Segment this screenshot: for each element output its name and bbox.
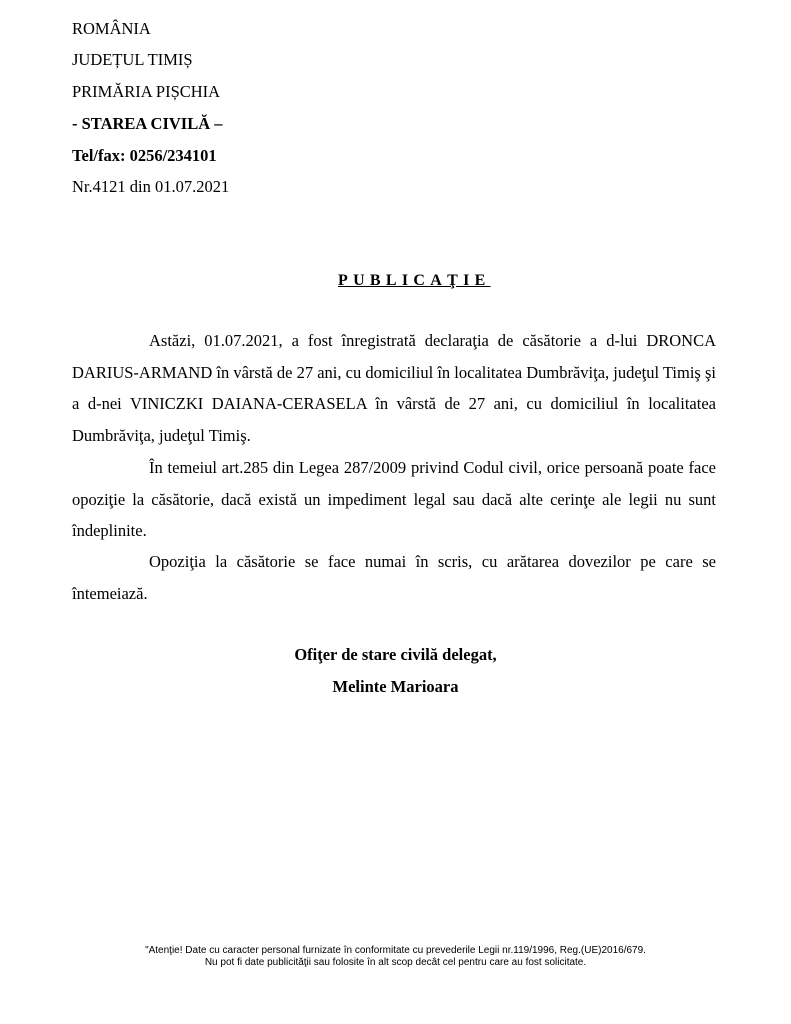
paragraph-opposition: Opoziţia la căsătorie se face numai în scris, cu arătarea dovezilor pe care se întemeiază. (72, 552, 716, 603)
paragraph-legal-basis: În temeiul art.285 din Legea 287/2009 privind Codul civil, orice persoană poate face opoziţie la căsătorie, dacă există un impediment legal sau dacă alte cerinţe ale legii nu sunt îndeplinite. (72, 458, 716, 540)
footer-line-1: "Atenţie! Date cu caracter personal furnizate în conformitate cu prevederile Legii nr.119/1996, Reg.(UE)2016/679. (145, 945, 646, 956)
header-phone: Tel/fax: 0256/234101 (72, 146, 217, 165)
signature-name: Melinte Marioara (332, 677, 459, 696)
footer-line-2: Nu pot fi date publicităţii sau folosite în alt scop decât cel pentru care au fost solicitate. (204, 957, 587, 968)
header-country: ROMÂNIA (72, 19, 151, 38)
header-town-hall: PRIMĂRIA PIȘCHIA (72, 82, 221, 101)
paragraph-declaration: Astăzi, 01.07.2021, a fost înregistrată declaraţia de căsătorie a d-lui DRONCA DARIUS-ARMAND în vârstă de 27 ani, cu domiciliul în localitatea Dumbrăviţa, judeţul Timiş şi a d-nei VINICZKI DAIANA-CERASELA în vârstă de 27 ani, cu domiciliul în localitatea Dumbrăviţa, judeţul Timiş. (72, 331, 716, 445)
header-county: JUDEȚUL TIMIȘ (72, 50, 193, 69)
header-department: - STAREA CIVILĂ – (72, 114, 223, 133)
header-reference: Nr.4121 din 01.07.2021 (72, 177, 230, 196)
signature-role: Ofiţer de stare civilă delegat, (294, 645, 497, 664)
document-title: PUBLICAŢIE (338, 272, 491, 289)
